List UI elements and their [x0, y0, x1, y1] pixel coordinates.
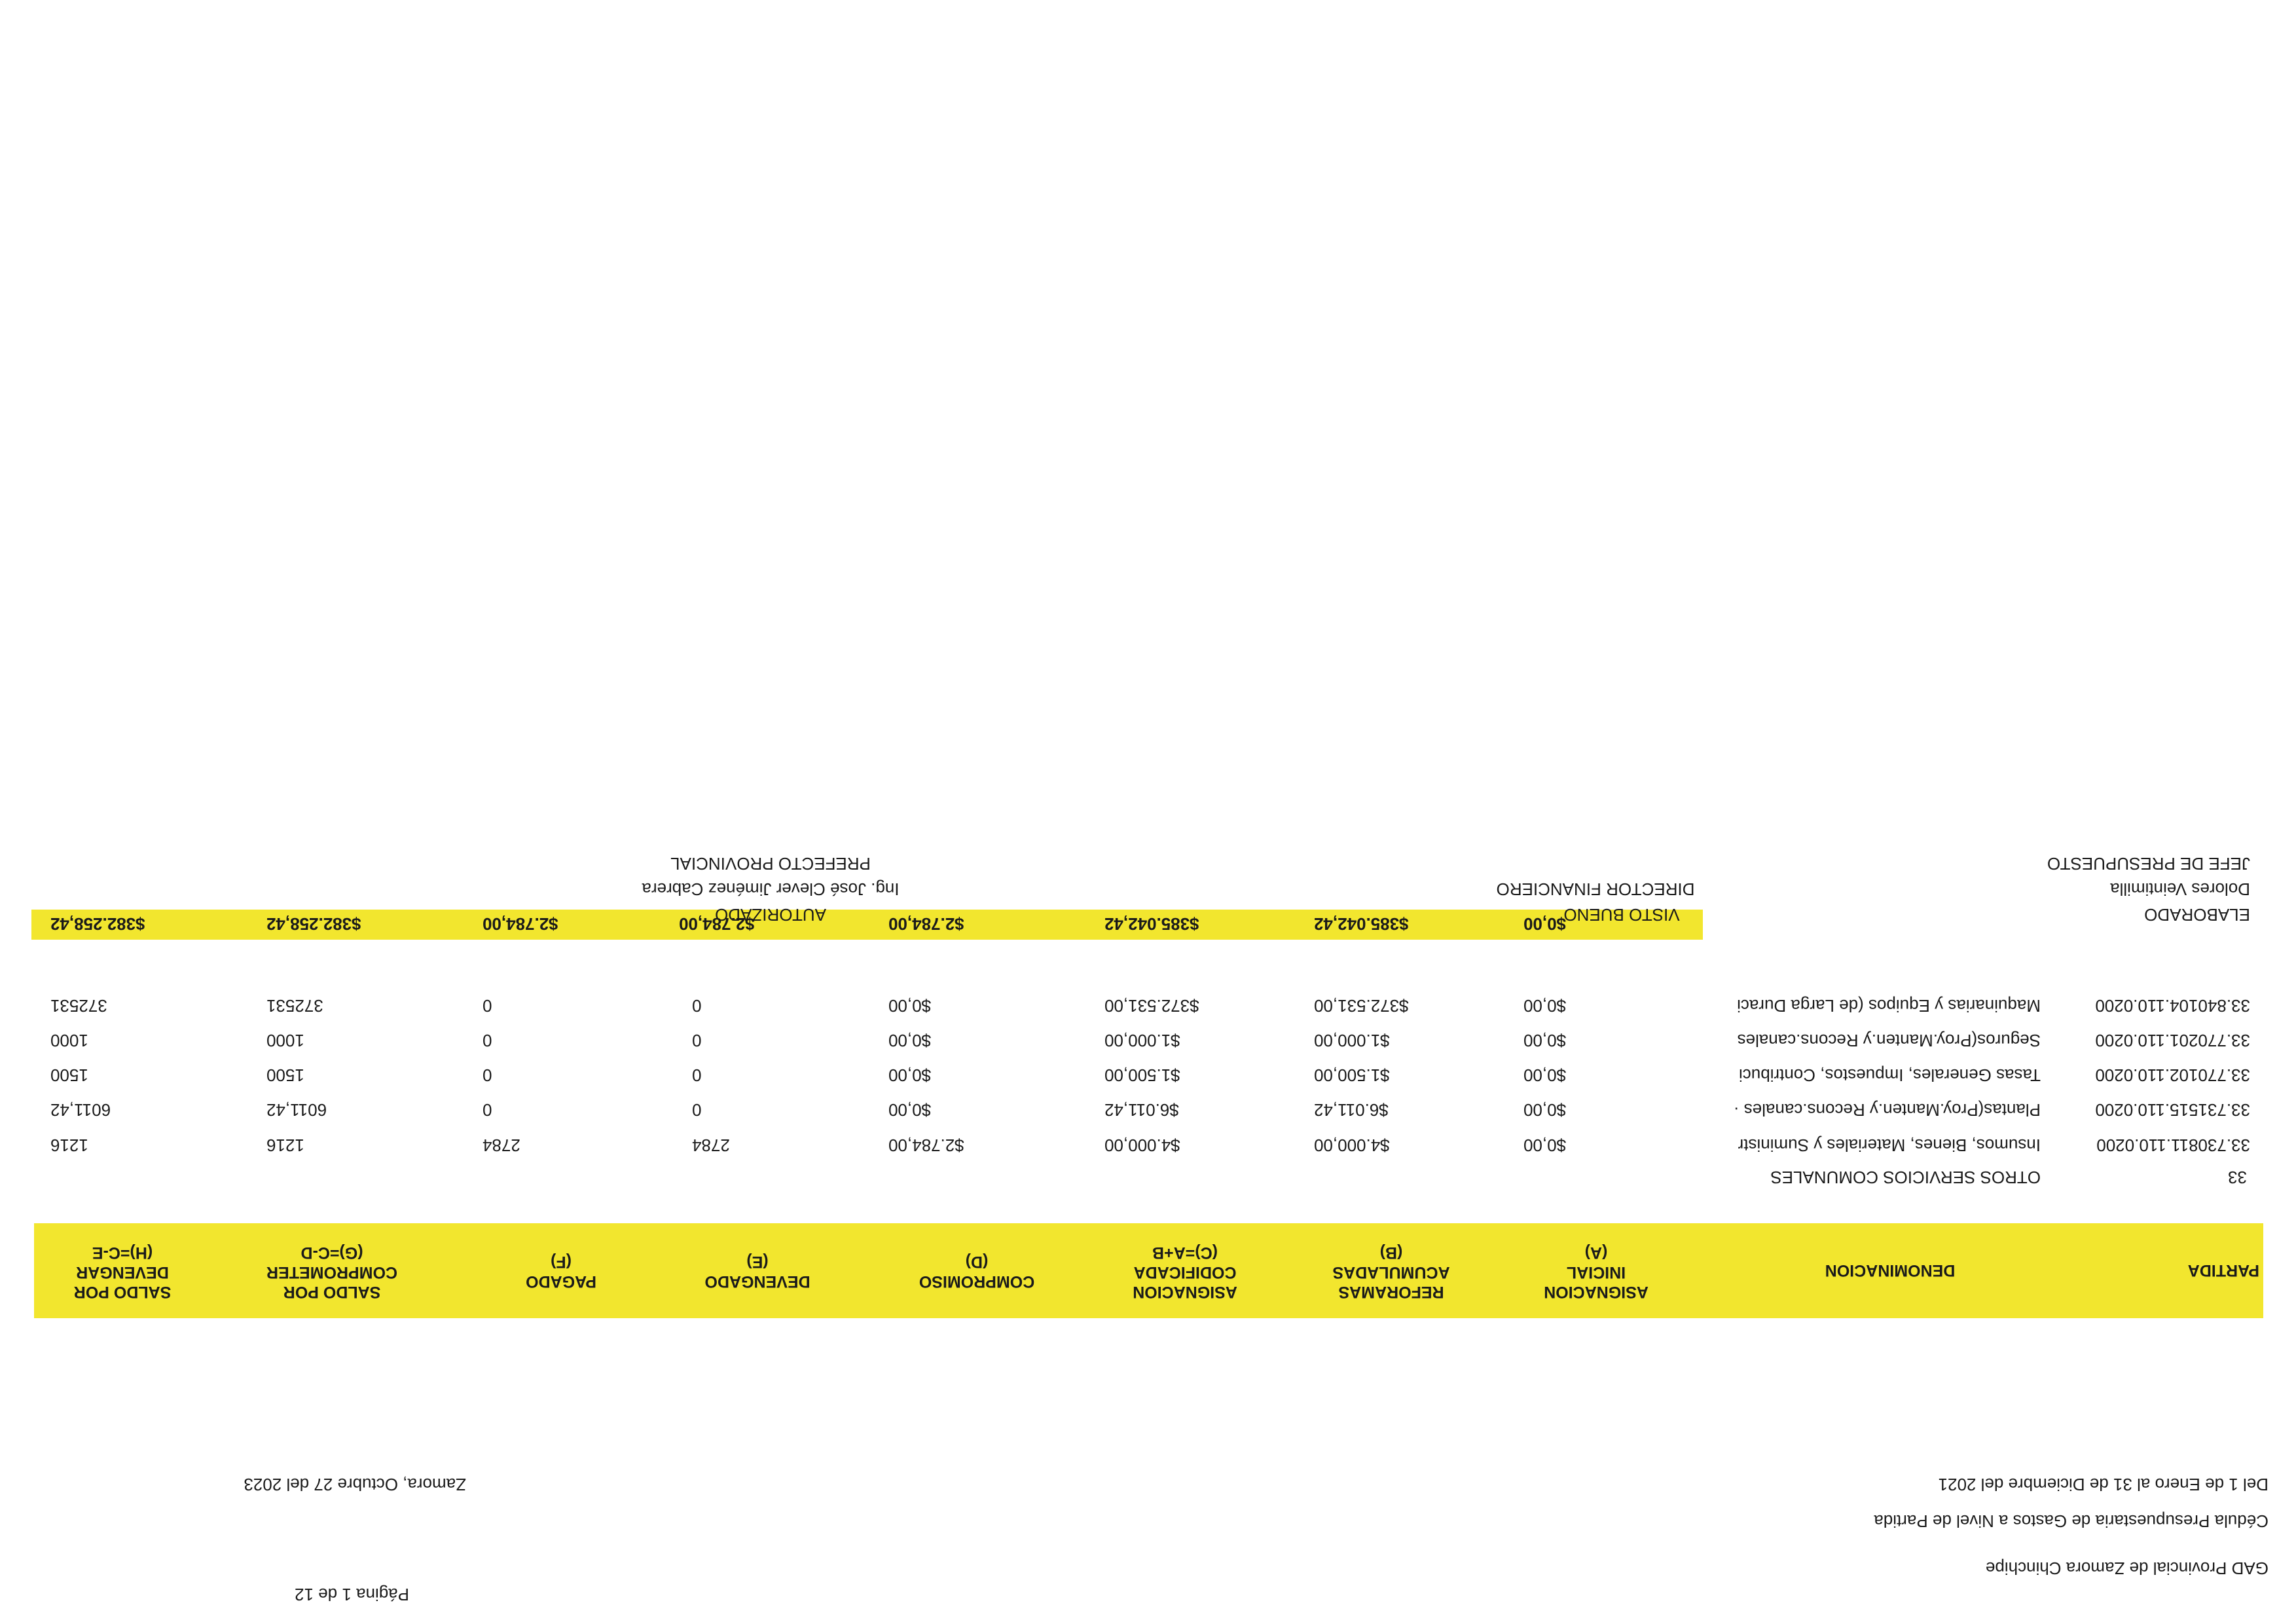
cell-inicial: $0,00 — [1523, 1100, 1567, 1120]
cell-reformas: $1.500,00 — [1314, 1065, 1390, 1085]
cell-denominacion: Insumos, Bienes, Materiales y Suministr — [1738, 1135, 2041, 1155]
cell-partida: 33.731515.110.0200 — [2095, 1100, 2250, 1120]
cell-codificada: $1.500,00 — [1104, 1065, 1180, 1085]
cell-saldo-comprometer: 1000 — [266, 1031, 304, 1050]
group-name: OTROS SERVICIOS COMUNALES — [1770, 1168, 2041, 1187]
signature-autorizado-label: AUTORIZADO — [715, 905, 826, 925]
col-header-compromiso: COMPROMISO (D) — [919, 1253, 1035, 1291]
cell-inicial: $0,00 — [1523, 1135, 1567, 1155]
cell-compromiso: $0,00 — [888, 996, 932, 1016]
col-header-saldo-comprometer: SALDO POR COMPROMETER (G)=C-D — [266, 1244, 397, 1301]
col-header-pagado: PAGADO (F) — [526, 1253, 596, 1291]
total-devengado: $2.784,00 — [679, 914, 755, 934]
cell-devengado: 0 — [692, 1065, 702, 1085]
signature-elaborado-label: ELABORADO — [2144, 905, 2250, 925]
cell-pagado: 0 — [483, 1065, 492, 1085]
signature-visto-bueno-label: VISTO BUENO — [1563, 905, 1680, 925]
total-reformas: $385.042,42 — [1314, 914, 1409, 934]
cell-denominacion: Plantas(Proy.Manten.y Recons.canales · — [1733, 1100, 2041, 1120]
cell-reformas: $1.000,00 — [1314, 1031, 1390, 1050]
signature-autorizado-title: PREFECTO PROVINCIAL — [670, 854, 871, 874]
cell-saldo-comprometer: 6011,42 — [266, 1100, 327, 1120]
cell-pagado: 0 — [483, 1100, 492, 1120]
signature-elaborado-name: Dolores Veintimilla — [2110, 879, 2250, 899]
cell-saldo-devengar: 372531 — [50, 996, 107, 1016]
col-header-partida: PARTIDA — [2187, 1261, 2259, 1280]
institution-name: GAD Provincial de Zamora Chinchipe — [1985, 1559, 2269, 1578]
cell-saldo-comprometer: 372531 — [266, 996, 323, 1016]
cell-codificada: $6.011,42 — [1104, 1100, 1179, 1120]
cell-compromiso: $0,00 — [888, 1065, 932, 1085]
cell-denominacion: Tasas Generales, Impuestos, Contribuci — [1739, 1065, 2041, 1085]
cell-inicial: $0,00 — [1523, 996, 1567, 1016]
cell-saldo-devengar: 6011,42 — [50, 1100, 111, 1120]
cell-devengado: 0 — [692, 1031, 702, 1050]
signature-visto-bueno-title: DIRECTOR FINANCIERO — [1496, 879, 1695, 899]
report-date: Zamora, Octubre 27 del 2023 — [244, 1475, 466, 1494]
cell-codificada: $4.000,00 — [1104, 1135, 1180, 1155]
cell-saldo-comprometer: 1500 — [266, 1065, 304, 1085]
cell-denominacion: Seguros(Proy.Manten.y Recons.canales — [1737, 1031, 2041, 1050]
cell-saldo-devengar: 1500 — [50, 1065, 88, 1085]
total-saldo-devengar: $382.258,42 — [50, 914, 145, 934]
cell-inicial: $0,00 — [1523, 1065, 1567, 1085]
col-header-asignacion-inicial: ASIGNACION INICIAL (A) — [1544, 1244, 1649, 1301]
signature-elaborado-title: JEFE DE PRESUPUESTO — [2047, 854, 2250, 874]
cell-compromiso: $0,00 — [888, 1100, 932, 1120]
cell-compromiso: $2.784,00 — [888, 1135, 964, 1155]
col-header-devengado: DEVENGADO (E) — [704, 1253, 811, 1291]
cell-partida: 33.730811.110.0200 — [2096, 1135, 2250, 1155]
cell-pagado: 0 — [483, 996, 492, 1016]
cell-denominacion: Maquinarias y Equipos (de Larga Duraci — [1737, 996, 2041, 1016]
cell-partida: 33.770102.110.0200 — [2095, 1065, 2250, 1085]
total-compromiso: $2.784,00 — [888, 914, 964, 934]
cell-reformas: $4.000,00 — [1314, 1135, 1390, 1155]
cell-saldo-devengar: 1000 — [50, 1031, 88, 1050]
total-pagado: $2.784,00 — [483, 914, 558, 934]
total-saldo-comprometer: $382.258,42 — [266, 914, 361, 934]
signature-autorizado-name: Ing. José Clever Jiménez Cabrera — [642, 879, 900, 899]
report-title: Cédula Presupuestaria de Gastos a Nivel de Partida — [1874, 1511, 2269, 1531]
cell-devengado: 0 — [692, 1100, 702, 1120]
cell-partida: 33.840104.110.0200 — [2095, 996, 2250, 1016]
group-code: 33 — [2228, 1168, 2247, 1187]
cell-devengado: 0 — [692, 996, 702, 1016]
cell-reformas: $372.531,00 — [1314, 996, 1409, 1016]
cell-partida: 33.770201.110.0200 — [2095, 1031, 2250, 1050]
cell-inicial: $0,00 — [1523, 1031, 1567, 1050]
col-header-saldo-devengar: SALDO POR DEVENGAR (H)=C-E — [73, 1244, 172, 1301]
cell-compromiso: $0,00 — [888, 1031, 932, 1050]
col-header-reformas: REFORAMAS ACUMULADAS (B) — [1332, 1244, 1450, 1301]
cell-pagado: 2784 — [483, 1135, 520, 1155]
cell-saldo-devengar: 1216 — [50, 1135, 88, 1155]
cell-reformas: $6.011,42 — [1314, 1100, 1389, 1120]
total-codificada: $385.042,42 — [1104, 914, 1199, 934]
cell-codificada: $1.000,00 — [1104, 1031, 1180, 1050]
total-inicial: $0,00 — [1523, 914, 1567, 934]
cell-devengado: 2784 — [692, 1135, 730, 1155]
cell-pagado: 0 — [483, 1031, 492, 1050]
col-header-codificada: ASIGNACION CODIFICADA (C)=A+B — [1133, 1244, 1237, 1301]
report-period: Del 1 de Enero al 31 de Diciembre del 2021 — [1938, 1475, 2269, 1494]
page-number: Página 1 de 12 — [295, 1585, 409, 1604]
cell-codificada: $372.531,00 — [1104, 996, 1199, 1016]
cell-saldo-comprometer: 1216 — [266, 1135, 304, 1155]
col-header-denominacion: DENOMINACION — [1825, 1261, 1956, 1280]
